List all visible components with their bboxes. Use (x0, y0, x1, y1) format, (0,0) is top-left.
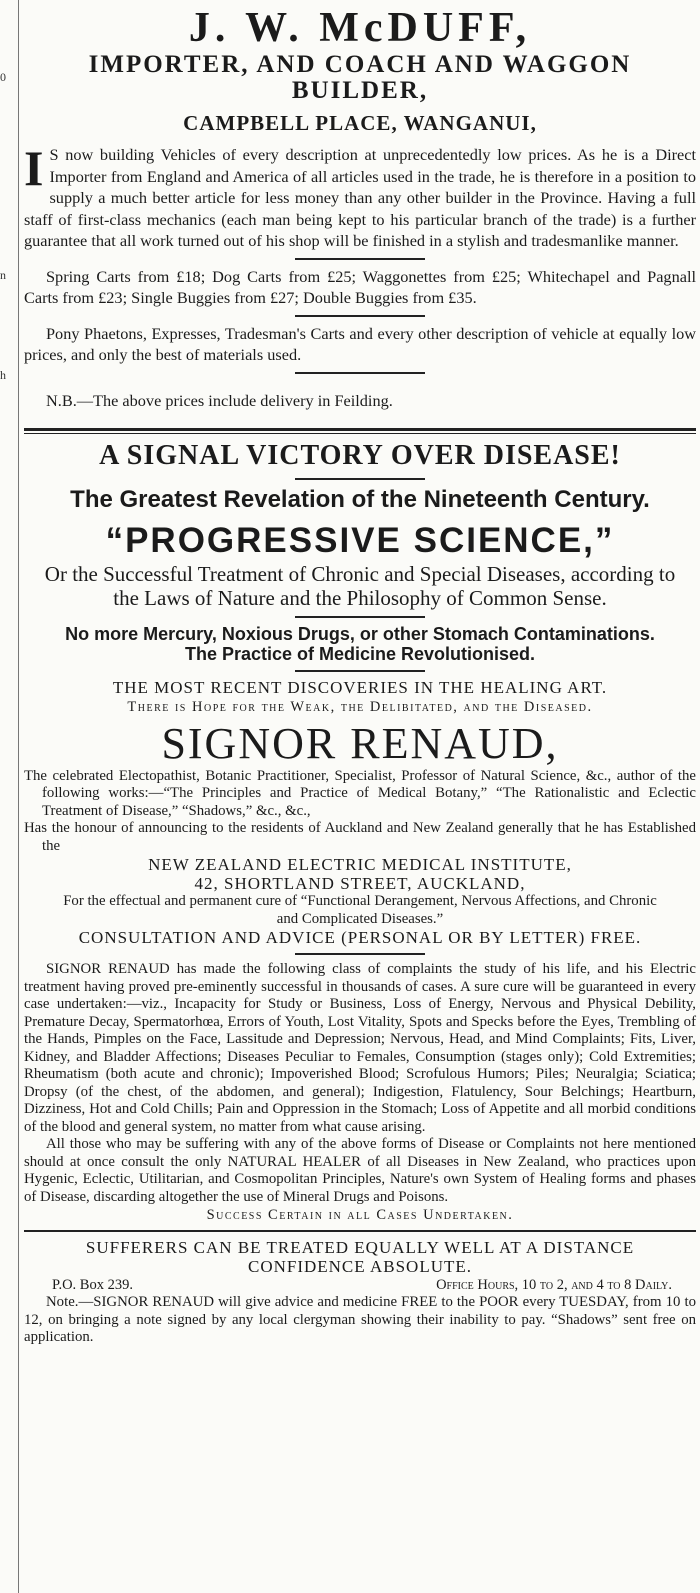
dropcap-letter: I (24, 140, 44, 196)
renaud-complaints: SIGNOR RENAUD has made the following class of complaints the study of his life, and his Electric treatment having proved pre-eminently successful in thousands of cases. A sure cure will be guaranteed in every case undertaken:—viz., Incapacity for Study or Business, Loss of Energy, Nervous and Physical Debility, Premature Decay, Spermatorhœa, Errors of Youth, Lost Vitality, Spots and Specks before the Eyes, Trembling of the Hands, Pimples on the Face, Lassitude and Depression; Nervous, Head, and Mind Complaints; Fits, Liver, Kidney, and Bladder Affections; Diseases Peculiar to Females, Consumption (stages only); Cold Extremities; Rheumatism (both acute and chronic); Impoverished Blood; Scrofulous Humors; Piles; Neuralgia; Sciatica; Dropsy (of the chest, of the abdomen, and general); Indigestion, Flatulency, Sour Belchings; Heartburn, Dizziness, Hot and Cold Chills; Pain and Oppression in the Stomach; Loss of Appetite and all morbid conditions of the blood and general system, no matter from what cause arising. (24, 961, 696, 1135)
mcduff-intro-text: S now building Vehicles of every description at unprecedentedly low prices. As he is a Direct Importer from England and America of all articles used in the trade, he is therefore in a position to supply a much better article for less money than any other builder in the Province. Having a full staff of first-class mechanics (each man being kept to his particular branch of the trade) is a further guarantee that all work turned out of his shop will be finished in a stylish and tradesmanlike manner. (24, 145, 696, 250)
margin-mark-2: n (0, 268, 6, 282)
divider (295, 372, 425, 374)
mcduff-subtitle: IMPORTER, AND COACH AND WAGGON BUILDER, (88, 51, 632, 104)
divider (295, 670, 425, 672)
divider (295, 953, 425, 955)
renaud-cure: For the effectual and permanent cure of “Functional Derangement, Nervous Affections, and Chronic and Complicated Diseases.” (63, 893, 657, 927)
renaud-treatment: Or the Successful Treatment of Chronic and Special Diseases, according to the Laws of Nature and the Philosophy of Common Sense. (44, 561, 676, 610)
renaud-sufferers: SUFFERERS CAN BE TREATED EQUALLY WELL AT A DISTANCE (85, 1238, 635, 1258)
renaud-advert (24, 440, 696, 1347)
renaud-success: Success Certain in all Cases Undertaken. (206, 1207, 514, 1224)
renaud-hours: Office Hours, 10 to 2, and 4 to 8 Daily. (436, 1277, 672, 1294)
renaud-name: SIGNOR RENAUD, (161, 718, 559, 768)
renaud-celebrated: The celebrated Electopathist, Botanic Practitioner, Specialist, Professor of Natural Science, &c., author of the following works:—“The Principles and Practice of Medical Botany,” “The Rationalistic and Eclectic Treatment of Disease,” “Shadows,” &c., &c., (24, 767, 696, 819)
mcduff-other-vehicles: Pony Phaetons, Expresses, Tradesman's Carts and every other description of vehicle at equally low prices, and only the best of materials used. (24, 323, 696, 364)
divider (295, 478, 425, 480)
mcduff-title: J. W. McDUFF, (188, 5, 532, 51)
divider (24, 1230, 696, 1232)
margin-mark-1: 0 (0, 70, 6, 84)
renaud-discoveries: THE MOST RECENT DISCOVERIES IN THE HEALING ART. (112, 677, 608, 697)
renaud-contact-row (24, 1276, 696, 1294)
mcduff-intro-paragraph (24, 140, 696, 252)
renaud-practice: The Practice of Medicine Revolutionised. (184, 643, 536, 664)
renaud-note: Note.—SIGNOR RENAUD will give advice and medicine FREE to the POOR every TUESDAY, from 10 to 12, on bringing a note signed by any local clergyman showing their inability to pay. “Shadows” sent free on application. (24, 1294, 696, 1346)
mcduff-address: CAMPBELL PLACE, WANGANUI, (183, 111, 537, 135)
mcduff-nb: N.B.—The above prices include delivery in Feilding. (46, 390, 393, 410)
renaud-po-box: P.O. Box 239. (52, 1277, 133, 1294)
renaud-confidence: CONFIDENCE ABSOLUTE. (247, 1257, 472, 1277)
renaud-honour: Has the honour of announcing to the residents of Auckland and New Zealand generally that he has Established the (24, 820, 696, 854)
renaud-all-those: All those who may be suffering with any of the above forms of Disease or Complaints not here mentioned should at once consult the only NATURAL HEALER of all Diseases in New Zealand, who practices upon Hygenic, Eclectic, Utilitarian, and Cosmopolitan Principles, Nature's own System of Healing forms and phases of Disease, discarding altogether the use of Mineral Drugs and Poisons. (24, 1136, 696, 1205)
divider (295, 315, 425, 317)
column-rule (18, 0, 19, 1593)
divider (295, 616, 425, 618)
divider (295, 258, 425, 260)
renaud-revelation: The Greatest Revelation of the Nineteenth Century. (70, 485, 650, 513)
renaud-hope: There is Hope for the Weak, the Delibitated, and the Diseased. (127, 698, 593, 715)
advert-separator (24, 428, 696, 434)
margin-mark-3: h (0, 368, 6, 382)
renaud-progressive-science: “PROGRESSIVE SCIENCE,” (105, 520, 615, 560)
renaud-consultation: CONSULTATION AND ADVICE (PERSONAL OR BY LETTER) FREE. (78, 928, 642, 948)
renaud-street: 42, SHORTLAND STREET, AUCKLAND, (194, 874, 526, 894)
renaud-headline: A SIGNAL VICTORY OVER DISEASE! (99, 439, 621, 471)
mcduff-advert (24, 4, 696, 411)
mcduff-prices: Spring Carts from £18; Dog Carts from £25; Waggonettes from £25; Whitechapel and Pagnall Carts from £23; Single Buggies from £27; Double Buggies from £35. (24, 266, 696, 307)
advert-column (24, 0, 696, 1347)
renaud-no-more: No more Mercury, Noxious Drugs, or other Stomach Contaminations. (65, 623, 655, 644)
renaud-institute: NEW ZEALAND ELECTRIC MEDICAL INSTITUTE, (148, 855, 572, 875)
